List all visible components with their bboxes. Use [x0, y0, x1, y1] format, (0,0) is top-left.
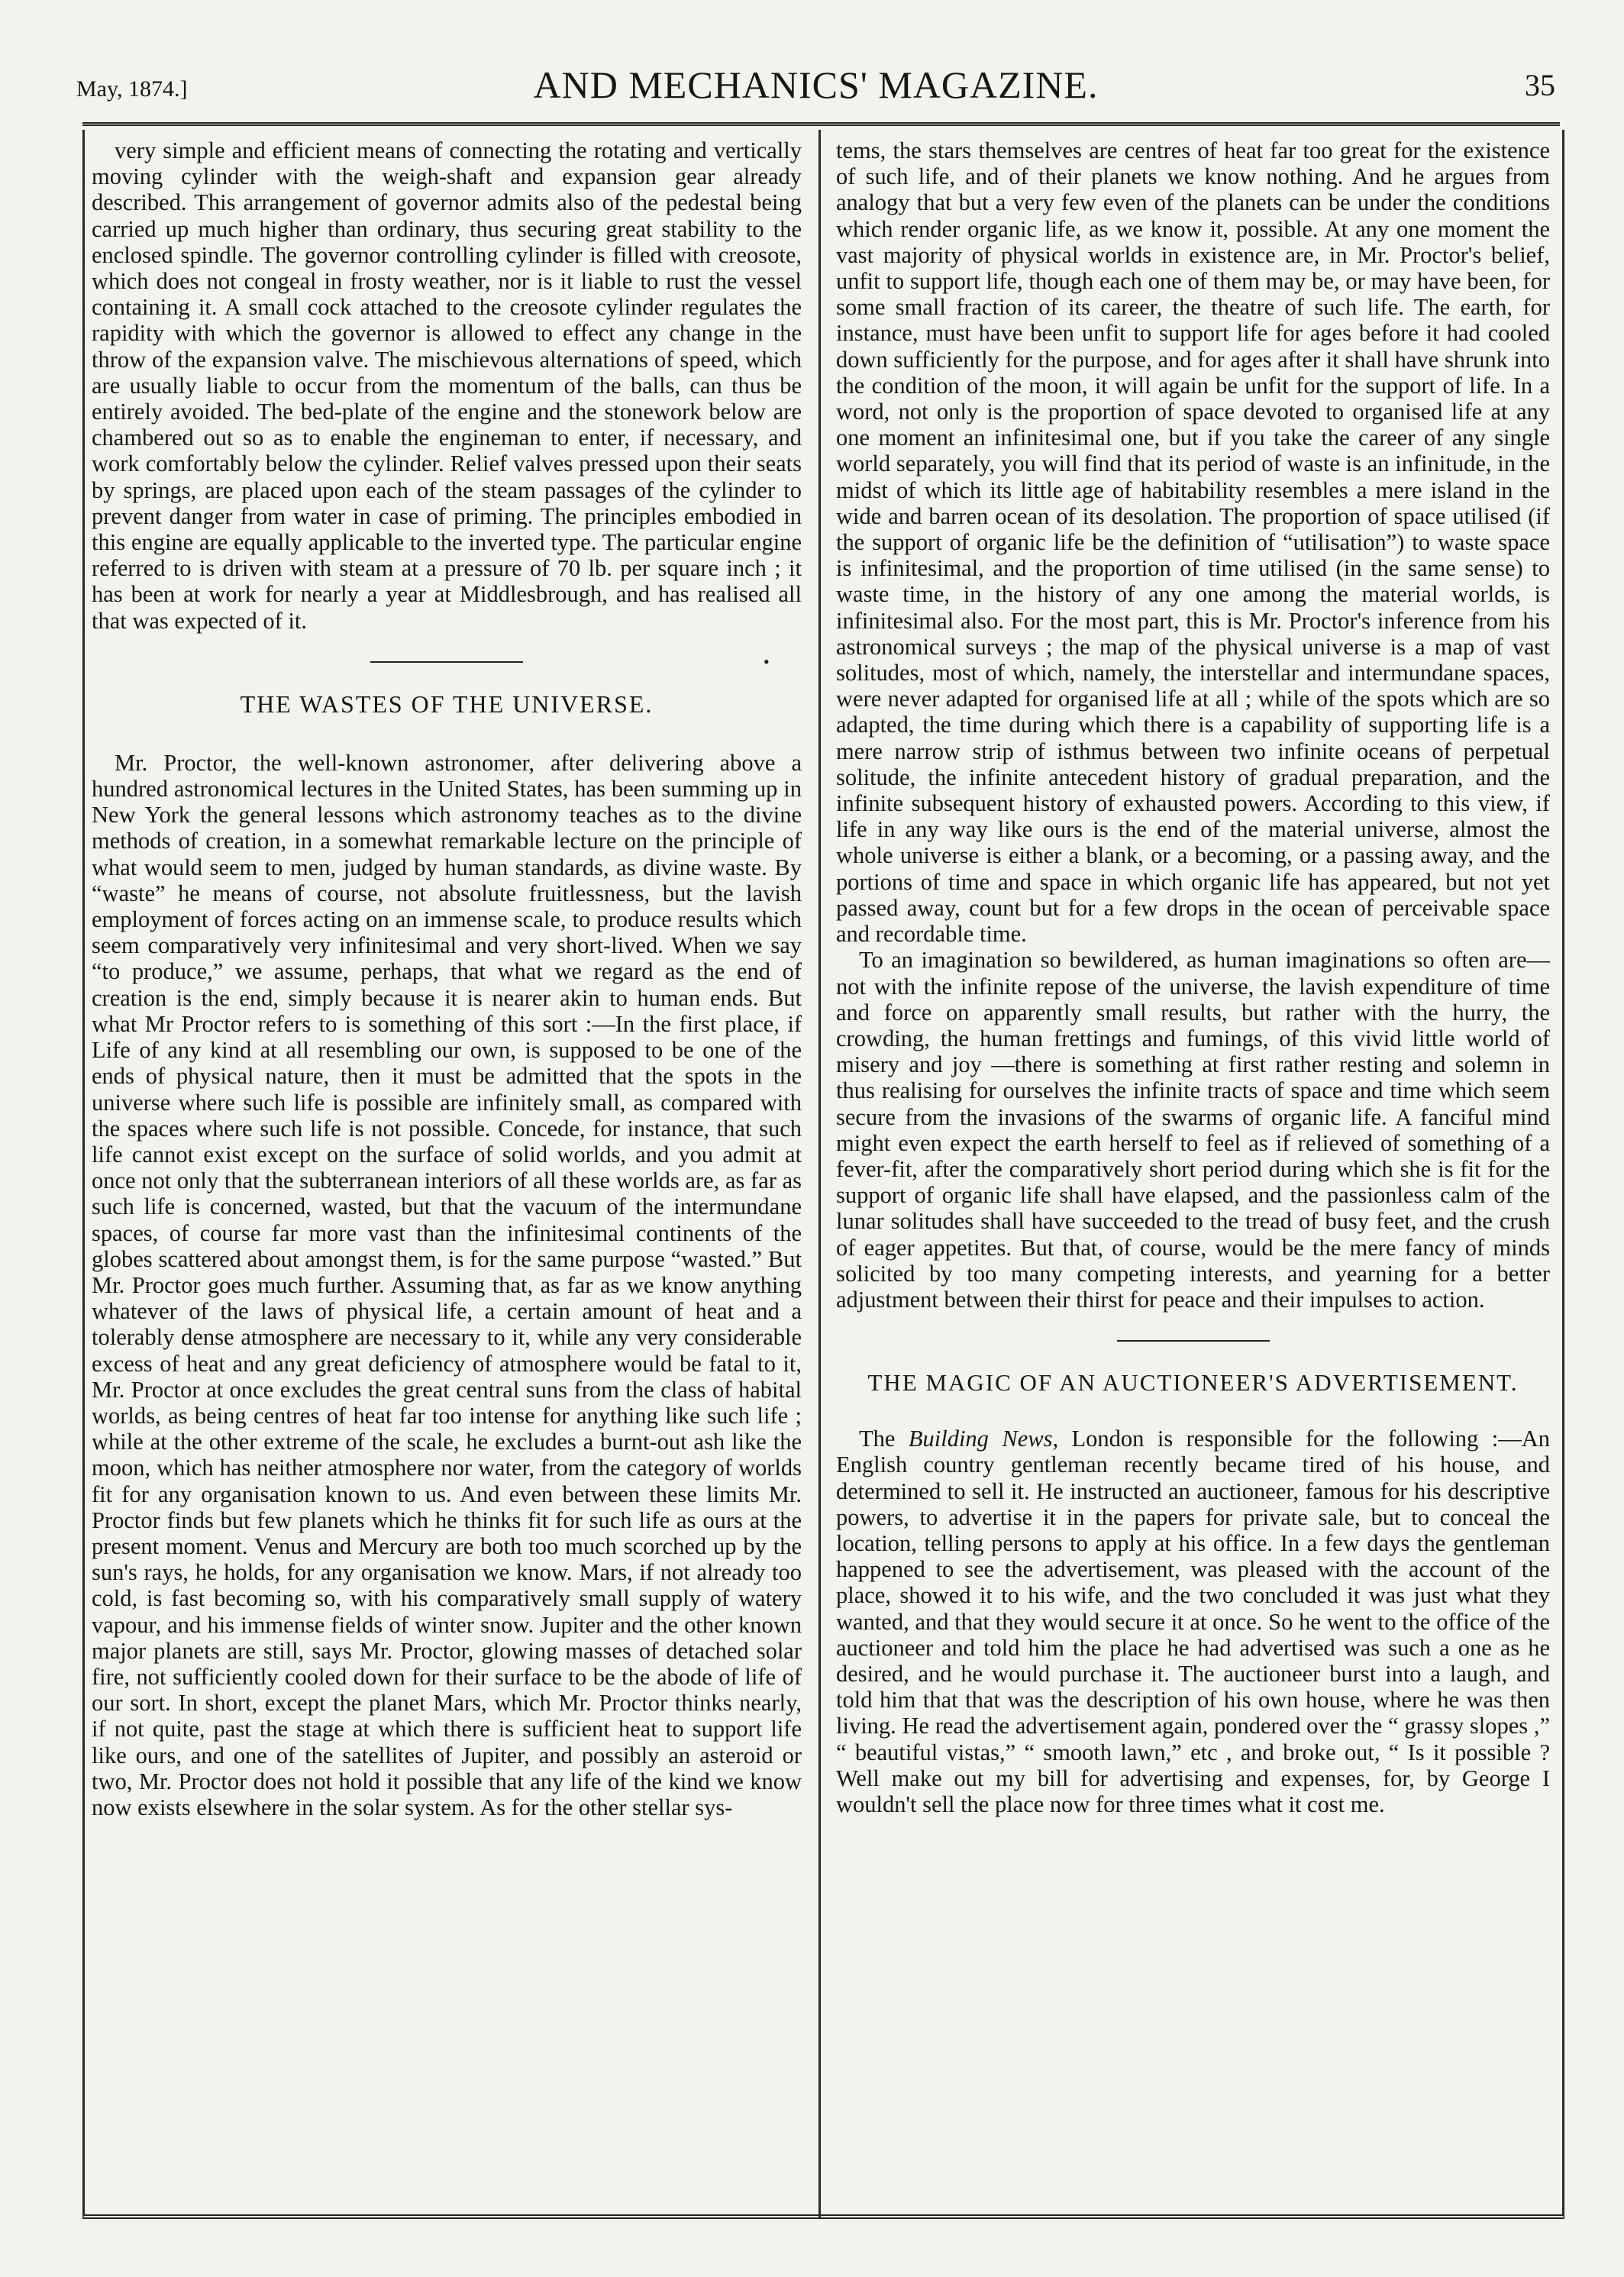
auctioneer-text: , London is responsible for the following :—An English country gentleman recently became tired of his house, and determined to sell it. He instructed an auctioneer, famous for his descriptive powers, to advertise it in the papers for private sale, but to conceal the location, telling persons to apply at his office. In a few days the gentleman happened to see the advertisement, was pleased with the account of the place, showed it to his wife, and the two concluded it was just what they wanted, and that they would secure it at once. So he went to the office of the auctioneer and told him the place he had advertised was such a one as he desired, and he would purchase it. The auctioneer burst into a laugh, and told him that that was the description of his own house, where he was then living. He read the advertisement again, pondered over the “ grassy slopes ,” “ beautiful vistas,” “ smooth lawn,” etc , and broke out, “ Is it possible ? Well make out my bill for advertising and expenses, for, by George I wouldn't sell the place now for three times what it cost me.: [836, 1426, 1551, 1817]
article-heading-auctioneer: THE MAGIC OF AN AUCTIONEER'S ADVERTISEMENT.: [867, 1369, 1519, 1397]
right-column: [836, 137, 1550, 1817]
issue-date: May, 1874.]: [76, 76, 188, 102]
left-column: [92, 137, 802, 1820]
separator-rule: [370, 661, 523, 663]
separator-mark: •: [764, 651, 770, 671]
engine-paragraph: very simple and efficient means of connecting the rotating and vertically moving cylinder with the weigh-shaft and expansion gear already described. This arrangement of governor admits also of the pedestal being carried up much higher than ordinary, thus securing great stability to the enclosed spindle. The governor controlling cylinder is filled with creosote, which does not congeal in frosty weather, nor is it liable to rust the vessel containing it. A small cock attached to the creosote cylinder regulates the rapidity with which the governor is allowed to effect any change in the throw of the expansion valve. The mischievous alternations of speed, which are usually liable to occur from the momentum of the balls, can thus be entirely avoided. The bed-plate of the engine and the stonework below are chambered out so as to enable the engineman to enter, if necessary, and work comfortably below the cylinder. Relief valves pressed upon their seats by springs, are placed upon each of the steam passages of the cylinder to prevent danger from water in case of priming. The principles embodied in this engine are equally applicable to the inverted type. The particular engine referred to is driven with steam at a pressure of 70 lb. per square inch ; it has been at work for nearly a year at Middlesbrough, and has realised all that was expected of it.: [92, 137, 802, 634]
page-header: [76, 60, 1555, 113]
header-rule: [82, 122, 1560, 126]
article-heading-wastes: THE WASTES OF THE UNIVERSE.: [240, 690, 654, 718]
wastes-closing-paragraph: To an imagination so bewildered, as human imaginations so often are—not with the infinite repose of the universe, the lavish expenditure of time and force on apparently small results, but rather with the hurry, the crowding, the human frettings and fumings, of this vivid little world of misery and joy —there is something at first rather resting and solemn in thus realising for ourselves the infinite tracts of space and time which seem secure from the invasions of the swarms of organic life. A fanciful mind might even expect the earth herself to feel as if relieved of something of a fever-fit, after the comparatively short period during which she is fit for the support of organic life shall have elapsed, and the passionless calm of the lunar solitudes shall have succeeded to the tread of busy feet, and the crush of eager appetites. But that, of course, would be the mere fancy of minds solicited by too many competing interests, and yearning for a better adjustment between their thirst for peace and their impulses to action.: [836, 947, 1550, 1313]
lead-prefix: The: [859, 1426, 896, 1452]
wastes-paragraph: Mr. Proctor, the well-known astronomer, after delivering above a hundred astronomical lectures in the United States, has been summing up in New York the general lessons which astronomy teaches as to the divine methods of creation, in a somewhat remarkable lecture on the principle of what would seem to men, judged by human standards, as divine waste. By “waste” he means of course, not absolute fruitlessness, but the lavish employment of forces acting on an immense scale, to produce results which seem comparatively very infinitesimal and very short-lived. When we say “to produce,” we assume, perhaps, that what we regard as the end of creation is the end, simply because it is nearer akin to human ends. But what Mr Proctor refers to is something of this sort :—In the first place, if Life of any kind at all resembling our own, is supposed to be one of the ends of physical nature, then it must be admitted that the spots in the universe where such life is possible are infinitely small, as compared with the spaces where such life is not possible. Concede, for instance, that such life cannot exist except on the surface of solid worlds, and you admit at once not only that the subterranean interiors of all these worlds are, as far as such life is concerned, wasted, but that the vacuum of the intermundane spaces, of course far more vast than the infinitesimal continents of the globes scattered about amongst them, is for the same purpose “wasted.” But Mr. Proctor goes much further. Assuming that, as far as we know anything whatever of the laws of physical life, a certain amount of heat and a tolerably dense atmosphere are necessary to it, while any very considerable excess of heat and any great deficiency of atmosphere would be fatal to it, Mr. Proctor at once excludes the great central suns from the class of habital worlds, as being centres of heat far too intense for anything like such life ; while at the other extreme of the scale, he excludes a burnt-out ash like the moon, which has neither atmosphere nor water, from the category of worlds fit for any organisation known to us. And even between these limits Mr. Proctor finds but few planets which he thinks fit for such life as ours at the present moment. Venus and Mercury are both too much scorched up by the sun's rays, he holds, for any organisation we know. Mars, if not already too cold, is fast becoming so, with his comparatively small supply of watery vapour, and his immense fields of winter snow. Jupiter and the other known major planets are still, says Mr. Proctor, glowing masses of detached solar fire, not sufficiently cooled down for their surface to be the abode of life of our sort. In short, except the planet Mars, which Mr. Proctor thinks nearly, if not quite, past the stage at which there is sufficient heat to support life like ours, and one of the satellites of Jupiter, and possibly an asteroid or two, Mr. Proctor does not hold it possible that any life of the kind we know now exists elsewhere in the solar system. As for the other stellar sys-: [92, 749, 802, 1820]
page-number: 35: [1525, 68, 1555, 102]
separator-block: [92, 651, 802, 671]
auctioneer-paragraph: [836, 1426, 1550, 1817]
wastes-continuation-paragraph: tems, the stars themselves are centres of heat far too great for the existence of such life, and of their planets we know nothing. And he argues from analogy that but a very few even of the planets can be under the conditions which render organic life, as we know it, possible. At any one moment the vast majority of physical worlds in existence are, in Mr. Proctor's belief, unfit to support life, though each one of them may be, or may have been, for some small fraction of its career, the theatre of such life. The earth, for instance, must have been unfit to support life for ages before it had cooled down sufficiently for the purpose, and for ages after it shall have shrunk into the condition of the moon, it will again be unfit for the support of life. In a word, not only is the proportion of space devoted to organised life at any one moment an infinitesimal one, but if you take the career of any single world separately, you will find that its period of waste is an infinitude, in the midst of which its little age of habitability resembles a mere island in the wide and barren ocean of its desolation. The proportion of space utilised (if the support of organic life be the definition of “utilisation”) to waste space is infinitesimal, and the proportion of time utilised (in the same sense) to waste time, in the history of any one among the material worlds, is infinitesimal also. For the most part, this is Mr. Proctor's inference from his astronomical surveys ; the map of the physical universe is a map of vast solitudes, most of which, namely, the interstellar and intermundane spaces, were never adapted for organised life at all ; while of the spots which are so adapted, the time during which there is a capability of supporting life is a mere narrow strip of isthmus between two infinite oceans of perpetual solitude, the infinite antecedent history of gradual preparation, and the infinite subsequent history of exhausted powers. According to this view, if life in any way like ours is the end of the material universe, almost the whole universe is either a blank, or a becoming, or a passing away, and the portions of time and space in which organic life has appeared, but not yet passed away, count but for a few drops in the ocean of perceivable space and recordable time.: [836, 137, 1550, 948]
separator-rule-right: [1117, 1340, 1270, 1342]
magazine-title: AND MECHANICS' MAGAZINE.: [533, 63, 1099, 106]
publication-name: Building News: [908, 1426, 1053, 1452]
column-divider: [818, 130, 821, 2218]
